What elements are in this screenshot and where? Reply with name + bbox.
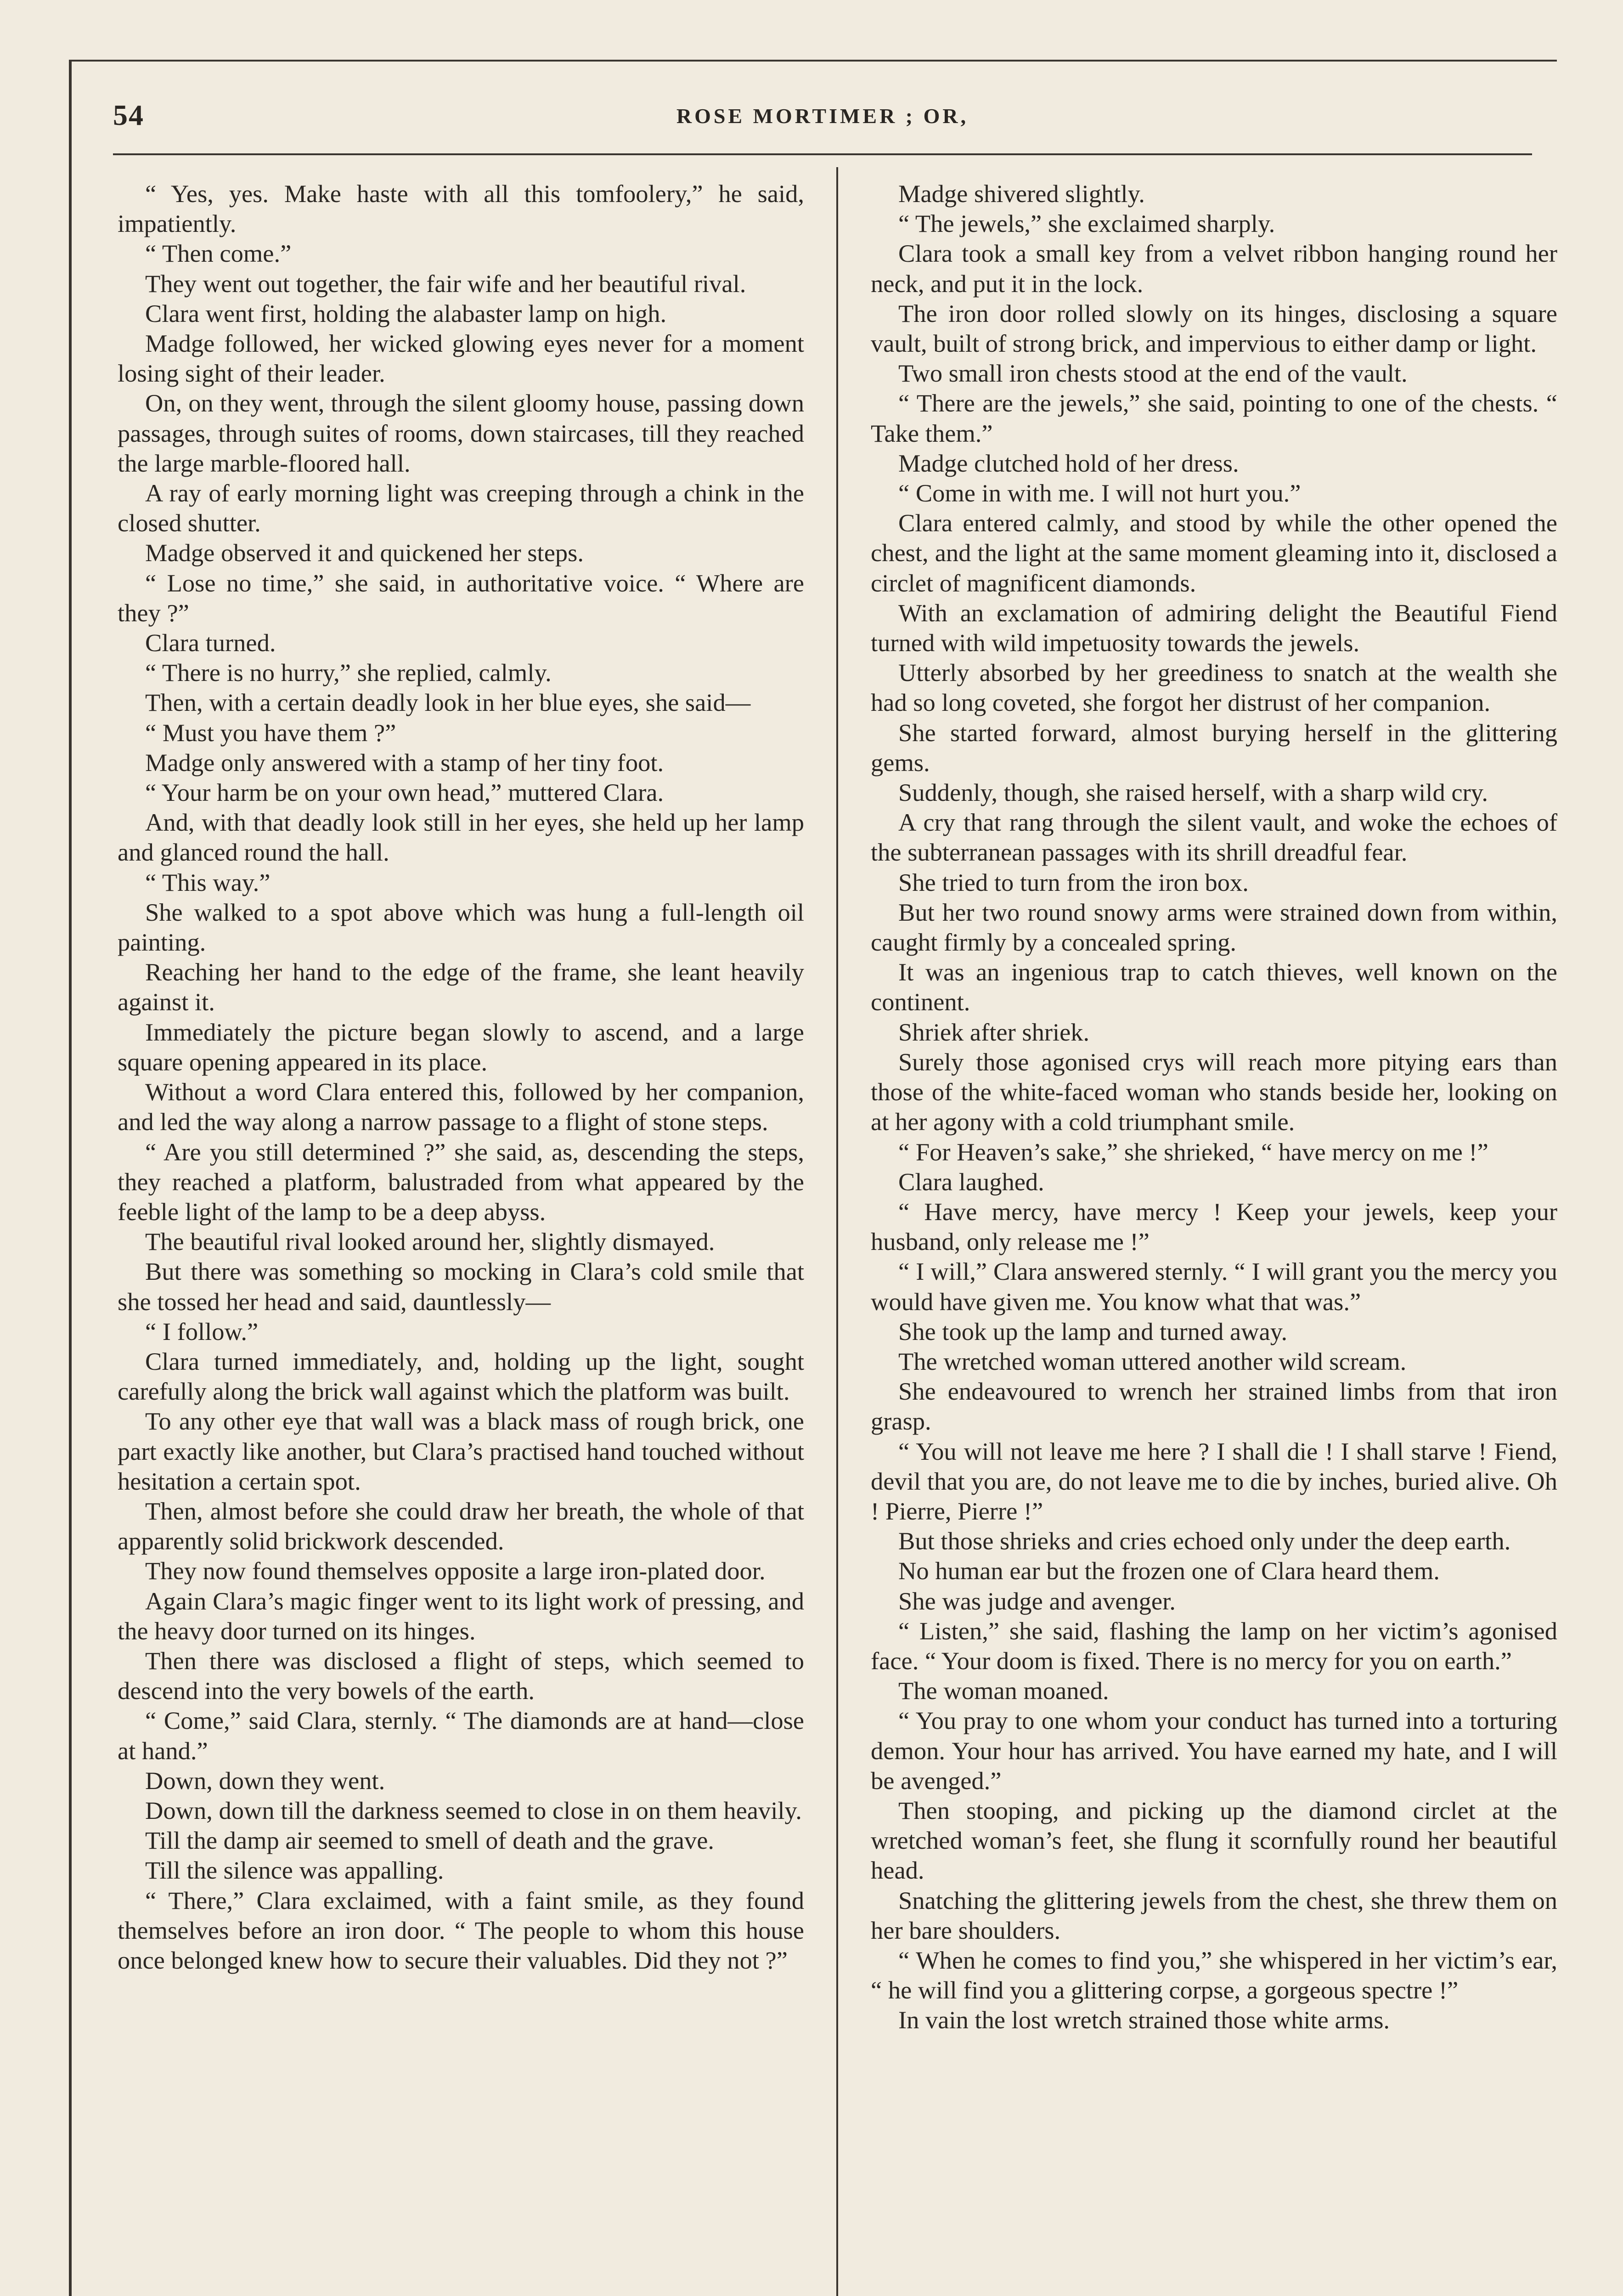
paragraph: Utterly absorbed by her greediness to snatch at the wealth she had so long coveted, she forgot her distrust of her companion. <box>871 658 1557 717</box>
paragraph: They went out together, the fair wife and her beautiful rival. <box>145 269 746 298</box>
paragraph: “ When he comes to find you,” she whispered in her victim’s ear, “ he will find you a glittering corpse, a gorgeous spectre !” <box>871 1946 1557 2004</box>
paragraph: She took up the lamp and turned away. <box>898 1317 1288 1345</box>
paragraph: To any other eye that wall was a black mass of rough brick, one part exactly like another, but Clara’s practised hand touched without hesitation a certain spot. <box>118 1407 804 1495</box>
paragraph: Clara turned. <box>145 629 276 657</box>
paragraph: Madge shivered slightly. <box>898 180 1145 208</box>
paragraph: “ I will,” Clara answered sternly. “ I will grant you the mercy you would have given me. You know what that was.” <box>871 1257 1557 1316</box>
paragraph: The wretched woman uttered another wild scream. <box>898 1347 1407 1375</box>
paragraph: “ The jewels,” she exclaimed sharply. <box>898 209 1275 238</box>
right-column <box>871 179 1557 2035</box>
header-rule <box>113 153 1532 155</box>
paragraph: And, with that deadly look still in her eyes, she held up her lamp and glanced round the hall. <box>118 808 804 867</box>
paragraph: Madge only answered with a stamp of her tiny foot. <box>145 748 664 777</box>
book-page <box>69 60 1557 2296</box>
page-header <box>113 98 1532 149</box>
paragraph: “ This way.” <box>145 868 270 896</box>
paragraph: Surely those agonised crys will reach more pitying ears than those of the white-faced woman who stands beside her, looking on at her agony with a cold triumphant smile. <box>871 1047 1557 1136</box>
paragraph: The woman moaned. <box>898 1677 1109 1705</box>
paragraph: “ Yes, yes. Make haste with all this tomfoolery,” he said, impatiently. <box>118 180 804 238</box>
paragraph: “ There is no hurry,” she replied, calmly. <box>145 658 552 687</box>
paragraph: Till the silence was appalling. <box>145 1856 444 1885</box>
paragraph: But her two round snowy arms were strained down from within, caught firmly by a concealed spring. <box>871 898 1557 957</box>
paragraph: “ Your harm be on your own head,” muttered Clara. <box>145 778 664 807</box>
paragraph: “ Listen,” she said, flashing the lamp on her victim’s agonised face. “ Your doom is fixed. There is no mercy for you on earth.” <box>871 1616 1557 1675</box>
paragraph: No human ear but the frozen one of Clara heard them. <box>898 1557 1440 1585</box>
paragraph: “ Come in with me. I will not hurt you.” <box>898 479 1301 507</box>
paragraph: Snatching the glittering jewels from the chest, she threw them on her bare shoulders. <box>871 1886 1557 1944</box>
paragraph: But those shrieks and cries echoed only under the deep earth. <box>898 1527 1511 1555</box>
paragraph: Madge followed, her wicked glowing eyes never for a moment losing sight of their leader. <box>118 329 804 388</box>
paragraph: The beautiful rival looked around her, slightly dismayed. <box>145 1227 715 1256</box>
paragraph: “ You pray to one whom your conduct has turned into a torturing demon. Your hour has arrived. You have earned my hate, and I will be avenged.” <box>871 1706 1557 1795</box>
paragraph: Again Clara’s magic finger went to its light work of pressing, and the heavy door turned on its hinges. <box>118 1587 804 1645</box>
running-head: ROSE MORTIMER ; OR, <box>676 104 969 128</box>
paragraph: Clara entered calmly, and stood by while the other opened the chest, and the light at the same moment gleaming into it, disclosed a circlet of magnificent diamonds. <box>871 509 1557 597</box>
paragraph: “ There,” Clara exclaimed, with a faint smile, as they found themselves before an iron door. “ The people to whom this house once belonged knew how to secure their valuables. Did they not ?” <box>118 1886 804 1974</box>
left-column <box>118 179 804 1975</box>
paragraph: Reaching her hand to the edge of the frame, she leant heavily against it. <box>118 958 804 1016</box>
paragraph: She started forward, almost burying herself in the glittering gems. <box>871 718 1557 777</box>
paragraph: “ You will not leave me here ? I shall die ! I shall starve ! Fiend, devil that you are, do not leave me to die by inches, buried alive. Oh ! Pierre, Pierre !” <box>871 1437 1557 1525</box>
paragraph: She endeavoured to wrench her strained limbs from that iron grasp. <box>871 1377 1557 1435</box>
paragraph: Madge clutched hold of her dress. <box>898 449 1239 477</box>
paragraph: “ Lose no time,” she said, in authoritative voice. “ Where are they ?” <box>118 568 804 627</box>
paragraph: A ray of early morning light was creeping through a chink in the closed shutter. <box>118 479 804 537</box>
paragraph: In vain the lost wretch strained those white arms. <box>898 2006 1390 2034</box>
paragraph: She walked to a spot above which was hung a full-length oil painting. <box>118 898 804 957</box>
paragraph: She tried to turn from the iron box. <box>898 868 1249 896</box>
paragraph: Till the damp air seemed to smell of death and the grave. <box>145 1826 715 1855</box>
paragraph: It was an ingenious trap to catch thieves, well known on the continent. <box>871 958 1557 1016</box>
paragraph: They now found themselves opposite a large iron-plated door. <box>145 1557 766 1585</box>
paragraph: “ For Heaven’s sake,” she shrieked, “ have mercy on me !” <box>898 1137 1488 1166</box>
paragraph: Then, almost before she could draw her breath, the whole of that apparently solid brickwork descended. <box>118 1497 804 1555</box>
paragraph: Madge observed it and quickened her steps. <box>145 539 584 567</box>
paragraph: Down, down till the darkness seemed to close in on them heavily. <box>145 1796 802 1824</box>
paragraph: Clara turned immediately, and, holding up the light, sought carefully along the brick wall against which the platform was built. <box>118 1347 804 1406</box>
paragraph: Two small iron chests stood at the end of the vault. <box>898 359 1408 388</box>
paragraph: Then, with a certain deadly look in her blue eyes, she said— <box>145 688 751 717</box>
paragraph: Then there was disclosed a flight of steps, which seemed to descend into the very bowels of the earth. <box>118 1646 804 1705</box>
paragraph: “ Are you still determined ?” she said, as, descending the steps, they reached a platform, balustraded from what appeared by the feeble light of the lamp to be a deep abyss. <box>118 1137 804 1226</box>
paragraph: Clara went first, holding the alabaster lamp on high. <box>145 299 667 327</box>
paragraph: A cry that rang through the silent vault, and woke the echoes of the subterranean passages with its shrill dreadful fear. <box>871 808 1557 867</box>
paragraph: With an exclamation of admiring delight the Beautiful Fiend turned with wild impetuosity towards the jewels. <box>871 598 1557 657</box>
paragraph: Without a word Clara entered this, followed by her companion, and led the way along a narrow passage to a flight of stone steps. <box>118 1078 804 1136</box>
paragraph: Then stooping, and picking up the diamond circlet at the wretched woman’s feet, she flung it scornfully round her beautiful head. <box>871 1796 1557 1885</box>
paragraph: “ Then come.” <box>145 239 292 268</box>
paragraph: On, on they went, through the silent gloomy house, passing down passages, through suites of rooms, down staircases, till they reached the large marble-floored hall. <box>118 389 804 477</box>
paragraph: “ Must you have them ?” <box>145 718 396 747</box>
column-divider <box>836 167 838 2296</box>
paragraph: The iron door rolled slowly on its hinges, disclosing a square vault, built of strong brick, and impervious to either damp or light. <box>871 299 1557 358</box>
paragraph: Shriek after shriek. <box>898 1018 1090 1046</box>
paragraph: She was judge and avenger. <box>898 1587 1176 1615</box>
paragraph: “ There are the jewels,” she said, pointing to one of the chests. “ Take them.” <box>871 389 1557 447</box>
page-number: 54 <box>113 99 144 131</box>
paragraph: Clara laughed. <box>898 1167 1044 1196</box>
paragraph: “ Come,” said Clara, sternly. “ The diamonds are at hand—close at hand.” <box>118 1706 804 1765</box>
paragraph: Down, down they went. <box>145 1766 385 1795</box>
paragraph: Suddenly, though, she raised herself, with a sharp wild cry. <box>898 778 1488 807</box>
paragraph: “ Have mercy, have mercy ! Keep your jewels, keep your husband, only release me !” <box>871 1197 1557 1256</box>
paragraph: But there was something so mocking in Clara’s cold smile that she tossed her head and said, dauntlessly— <box>118 1257 804 1316</box>
paragraph: “ I follow.” <box>145 1317 259 1345</box>
paragraph: Clara took a small key from a velvet ribbon hanging round her neck, and put it in the lock. <box>871 239 1557 298</box>
paragraph: Immediately the picture began slowly to ascend, and a large square opening appeared in its place. <box>118 1018 804 1076</box>
